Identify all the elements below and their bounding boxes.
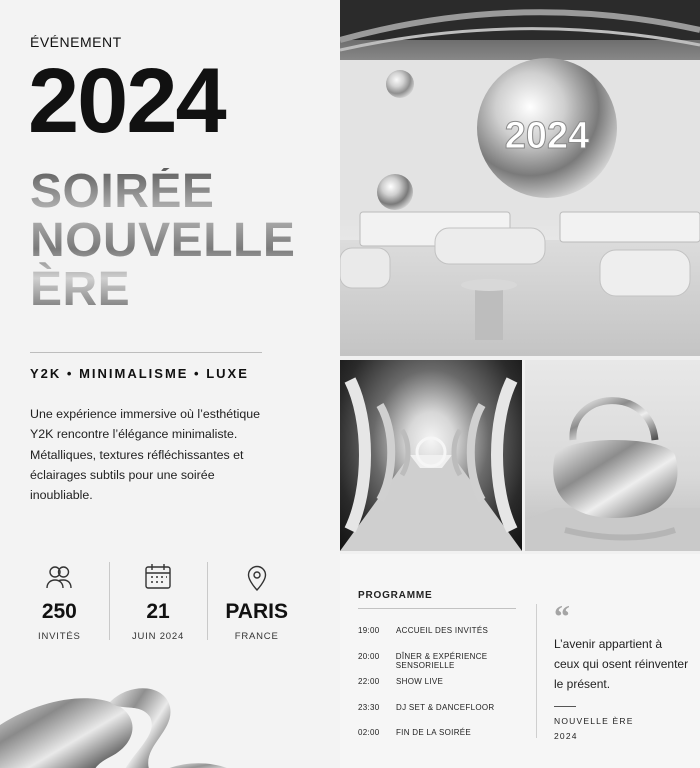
quote-text: L’avenir appartient à ceux qui osent réinventer le présent. (554, 637, 689, 691)
venue-photo (340, 0, 700, 356)
vertical-divider (536, 604, 537, 738)
stat-date (109, 562, 208, 646)
divider (30, 352, 262, 353)
eyebrow-label: ÉVÉNEMENT (30, 34, 122, 50)
programme-time: 23:30 (358, 702, 380, 712)
handbag-photo (525, 360, 700, 551)
title-line-1: SOIRÉE (30, 165, 215, 218)
programme-label: DJ SET & DANCEFLOOR (396, 702, 495, 712)
programme-item (358, 703, 548, 729)
stat-location (207, 562, 306, 646)
stat-value: PARIS (225, 600, 288, 623)
chrome-sculpture-image (0, 662, 320, 768)
event-year: 2024 (28, 50, 225, 152)
quote-signature (554, 714, 634, 744)
venue-scene (340, 0, 700, 356)
quote-divider (554, 706, 576, 707)
programme-panel (340, 554, 700, 768)
programme-time: 02:00 (358, 728, 380, 737)
chrome-handbag-scene (525, 360, 700, 551)
quote-mark-icon: “ (554, 598, 570, 634)
programme-time: 19:00 (358, 626, 380, 635)
stat-label: FRANCE (234, 631, 279, 642)
programme-label: FIN DE LA SOIRÉE (396, 728, 472, 737)
programme-list (358, 626, 548, 754)
event-stats (10, 562, 306, 646)
programme-label: SHOW LIVE (396, 677, 444, 686)
stat-label: INVITÉS (38, 631, 81, 642)
programme-time: 20:00 (358, 651, 380, 661)
programme-label: ACCUEIL DES INVITÉS (396, 626, 489, 635)
stat-label: JUIN 2024 (131, 631, 185, 642)
location-pin-icon (242, 562, 272, 592)
style-tags: Y2K • MINIMALISME • LUXE (30, 366, 249, 381)
programme-item (358, 626, 548, 652)
stat-guests (10, 562, 109, 646)
stat-value: 21 (146, 600, 170, 623)
programme-item (358, 728, 548, 754)
programme-item (358, 652, 548, 678)
programme-item (358, 677, 548, 703)
event-description: Une expérience immersive où l’esthétique Y2K rencontre l’élégance minimaliste. Métalliques, textures réfléchissantes et éclairages subtils pour une soirée inoubliable. (30, 407, 261, 503)
programme-time: 22:00 (358, 677, 380, 686)
event-title (30, 165, 296, 316)
programme-divider (358, 608, 516, 609)
title-line-3: ÈRE (30, 262, 131, 316)
chrome-tunnel-scene (340, 360, 522, 551)
guests-icon (44, 562, 74, 592)
tunnel-photo (340, 360, 522, 551)
signature-line-1: NOUVELLE ÈRE (554, 716, 634, 726)
signature-line-2: 2024 (554, 731, 578, 741)
stat-value: 250 (41, 600, 77, 623)
event-info-panel (0, 0, 340, 768)
title-line-2: NOUVELLE (30, 213, 296, 267)
ball-year-text: 2024 (504, 115, 590, 157)
calendar-icon (143, 562, 173, 592)
programme-label: DÎNER & EXPÉRIENCE SENSORIELLE (395, 651, 488, 670)
programme-heading: PROGRAMME (358, 590, 433, 601)
